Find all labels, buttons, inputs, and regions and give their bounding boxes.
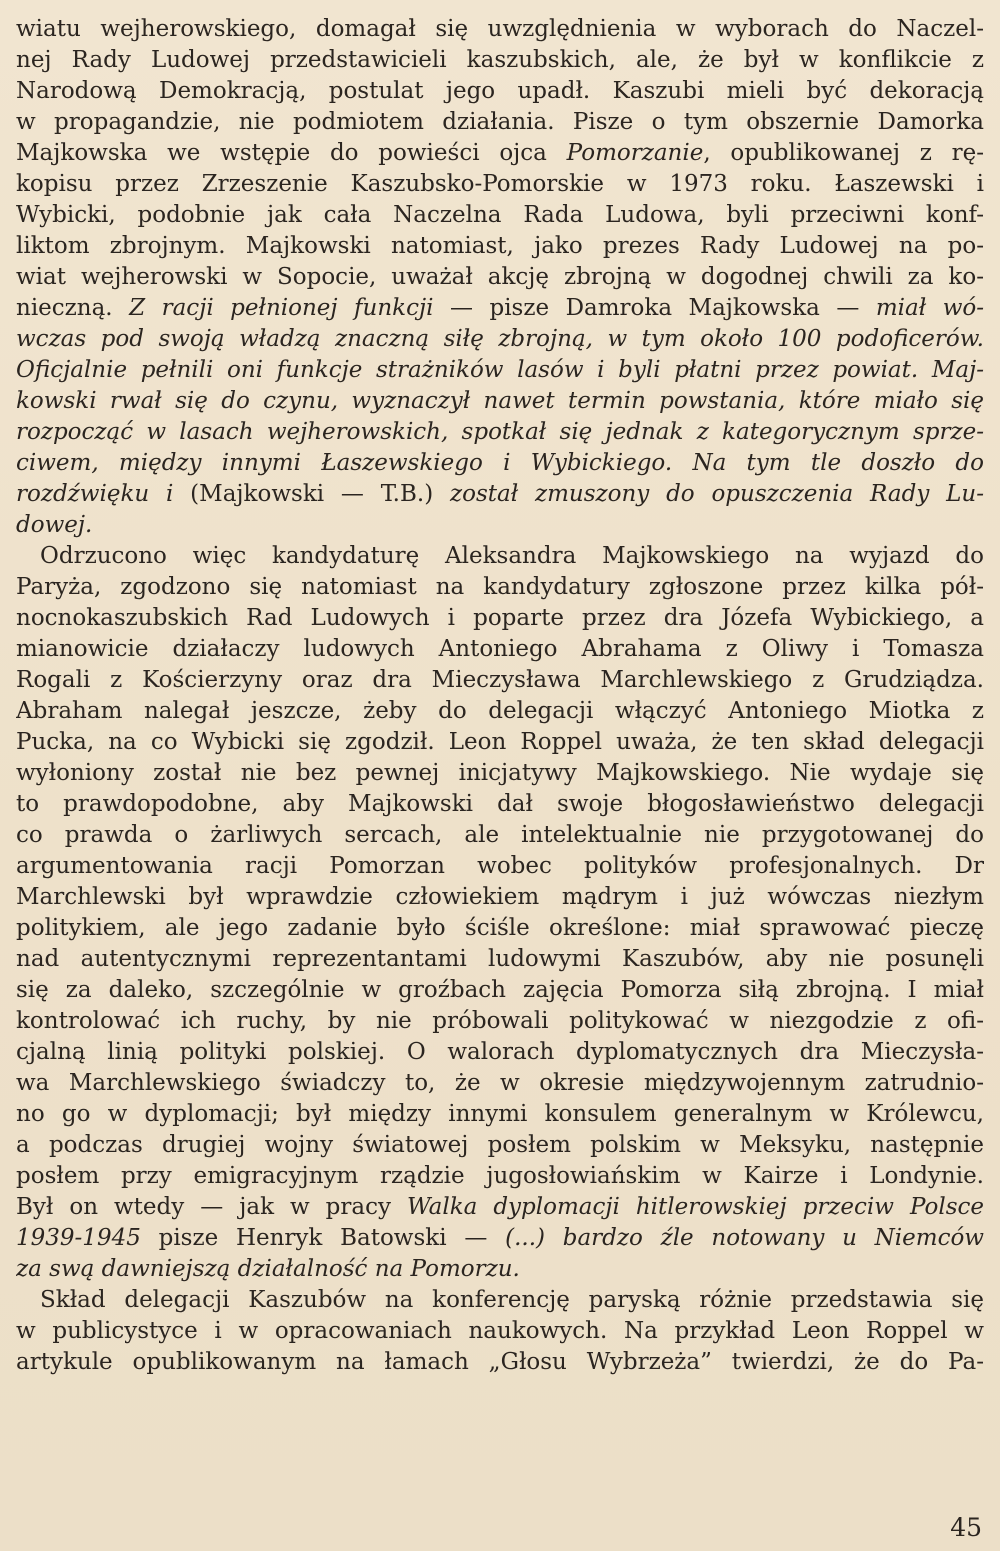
text-line [16, 200, 984, 231]
text-segment: pisze Henryk Batowski — [140, 1225, 506, 1251]
text-segment: (Majkowski — T.B.) [173, 481, 450, 507]
text-segment: Majkowska we wstępie do powieści ojca [16, 140, 567, 166]
italic-text: (...) bardzo źle notowany u Niemców [505, 1225, 984, 1251]
italic-text: Z racji pełnionej funkcji [129, 295, 434, 321]
text-segment: nej Rady Ludowej przedstawicieli kaszubskich, ale, że był w konflikcie z [16, 47, 984, 73]
text-line [16, 1068, 984, 1099]
text-line [16, 1316, 984, 1347]
text-line [16, 1254, 984, 1285]
text-line [16, 231, 984, 262]
italic-text: za swą dawniejszą działalność na Pomorzu. [16, 1256, 520, 1282]
text-line [16, 758, 984, 789]
text-line [16, 355, 984, 386]
italic-text: Oficjalnie pełnili oni funkcje strażników lasów i byli płatni przez powiat. Maj- [16, 357, 984, 383]
text-line [16, 1006, 984, 1037]
text-segment: a podczas drugiej wojny światowej posłem polskim w Meksyku, następnie [16, 1132, 984, 1158]
italic-text: rozpocząć w lasach wejherowskich, spotkał się jednak z kategorycznym sprze- [16, 419, 984, 445]
text-line [16, 913, 984, 944]
text-line [16, 1130, 984, 1161]
text-line [16, 603, 984, 634]
text-segment: się za daleko, szczególnie w groźbach zajęcia Pomorza siłą zbrojną. I miał [16, 977, 984, 1003]
text-line [16, 541, 984, 572]
italic-text: rozdźwięku i [16, 481, 174, 507]
italic-text: Walka dyplomacji hitlerowskiej przeciw Polsce [406, 1194, 984, 1220]
text-segment: posłem przy emigracyjnym rządzie jugosłowiańskim w Kairze i Londynie. [16, 1163, 984, 1189]
text-segment: Paryża, zgodzono się natomiast na kandydatury zgłoszone przez kilka pół- [16, 574, 984, 600]
text-line [16, 138, 984, 169]
text-segment: cjalną linią polityki polskiej. O walorach dyplomatycznych dra Mieczysła- [16, 1039, 984, 1065]
text-segment: no go w dyplomacji; był między innymi konsulem generalnym w Królewcu, [16, 1101, 984, 1127]
italic-text: wczas pod swoją władzą znaczną siłę zbrojną, w tym około 100 podoficerów. [16, 326, 984, 352]
text-segment: Rogali z Kościerzyny oraz dra Mieczysława Marchlewskiego z Grudziądza. [16, 667, 984, 693]
italic-text: ciwem, między innymi Łaszewskiego i Wybickiego. Na tym tle doszło do [16, 450, 984, 476]
text-segment: co prawda o żarliwych sercach, ale intelektualnie nie przygotowanej do [16, 822, 984, 848]
text-line [16, 1285, 984, 1316]
text-segment: kopisu przez Zrzeszenie Kaszubsko-Pomorskie w 1973 roku. Łaszewski i [16, 171, 984, 197]
text-segment: wiatu wejherowskiego, domagał się uwzględnienia w wyborach do Naczel- [16, 16, 984, 42]
italic-text: został zmuszony do opuszczenia Rady Lu- [449, 481, 984, 507]
text-segment: liktom zbrojnym. Majkowski natomiast, jako prezes Rady Ludowej na po- [16, 233, 984, 259]
text-segment: Był on wtedy — jak w pracy [16, 1194, 407, 1220]
text-segment: w publicystyce i w opracowaniach naukowych. Na przykład Leon Roppel w [16, 1318, 984, 1344]
text-line [16, 1037, 984, 1068]
text-line [16, 572, 984, 603]
text-segment: Abraham nalegał jeszcze, żeby do delegacji włączyć Antoniego Miotka z [16, 698, 984, 724]
text-segment: Marchlewski był wprawdzie człowiekiem mądrym i już wówczas niezłym [16, 884, 984, 910]
text-line [16, 882, 984, 913]
body-text [16, 14, 984, 1378]
text-segment: — pisze Damroka Majkowska — [433, 295, 876, 321]
text-line [16, 324, 984, 355]
text-line [16, 851, 984, 882]
text-line [16, 293, 984, 324]
italic-text: Pomorzanie [566, 140, 704, 166]
text-line [16, 1192, 984, 1223]
text-segment: wiat wejherowski w Sopocie, uważał akcję zbrojną w dogodnej chwili za ko- [16, 264, 984, 290]
text-segment: wyłoniony został nie bez pewnej inicjatywy Majkowskiego. Nie wydaje się [16, 760, 984, 786]
text-line [16, 789, 984, 820]
text-segment: nad autentycznymi reprezentantami ludowymi Kaszubów, aby nie posunęli [16, 946, 984, 972]
text-segment: w propagandzie, nie podmiotem działania. Pisze o tym obszernie Damorka [16, 109, 984, 135]
text-segment: Narodową Demokracją, postulat jego upadł. Kaszubi mieli być dekoracją [16, 78, 984, 104]
text-line [16, 665, 984, 696]
text-segment: Skład delegacji Kaszubów na konferencję paryską różnie przedstawia się [40, 1287, 984, 1313]
text-line [16, 1161, 984, 1192]
text-line [16, 1223, 984, 1254]
text-segment: wa Marchlewskiego świadczy to, że w okresie międzywojennym zatrudnio- [16, 1070, 984, 1096]
text-line [16, 76, 984, 107]
text-line [16, 45, 984, 76]
text-segment: mianowicie działaczy ludowych Antoniego Abrahama z Oliwy i Tomasza [16, 636, 984, 662]
text-segment: , opublikowanej z rę- [703, 140, 984, 166]
text-line [16, 448, 984, 479]
text-line [16, 417, 984, 448]
text-line [16, 510, 984, 541]
text-segment: Odrzucono więc kandydaturę Aleksandra Majkowskiego na wyjazd do [40, 543, 984, 569]
italic-text: 1939-1945 [16, 1225, 141, 1251]
italic-text: kowski rwał się do czynu, wyznaczył nawet termin powstania, które miało się [16, 388, 984, 414]
text-line [16, 634, 984, 665]
text-line [16, 169, 984, 200]
text-line [16, 820, 984, 851]
text-line [16, 107, 984, 138]
text-segment: Pucka, na co Wybicki się zgodził. Leon Roppel uważa, że ten skład delegacji [16, 729, 984, 755]
text-line [16, 479, 984, 510]
text-line [16, 944, 984, 975]
text-segment: kontrolować ich ruchy, by nie próbowali politykować w niezgodzie z ofi- [16, 1008, 984, 1034]
italic-text: miał wó- [875, 295, 984, 321]
text-segment: politykiem, ale jego zadanie było ściśle określone: miał sprawować pieczę [16, 915, 984, 941]
text-line [16, 696, 984, 727]
text-segment: artykule opublikowanym na łamach „Głosu Wybrzeża” twierdzi, że do Pa- [16, 1349, 984, 1375]
text-line [16, 14, 984, 45]
text-segment: Wybicki, podobnie jak cała Naczelna Rada Ludowa, byli przeciwni konf- [16, 202, 984, 228]
text-segment: nieczną. [16, 295, 130, 321]
text-line [16, 1347, 984, 1378]
text-line [16, 727, 984, 758]
text-line [16, 975, 984, 1006]
text-segment: to prawdopodobne, aby Majkowski dał swoje błogosławieństwo delegacji [16, 791, 984, 817]
text-line [16, 386, 984, 417]
page-number: 45 [950, 1513, 982, 1542]
text-segment: nocnokaszubskich Rad Ludowych i poparte przez dra Józefa Wybickiego, a [16, 605, 984, 631]
text-segment: argumentowania racji Pomorzan wobec polityków profesjonalnych. Dr [16, 853, 984, 879]
italic-text: dowej. [16, 512, 93, 538]
text-line [16, 1099, 984, 1130]
text-line [16, 262, 984, 293]
